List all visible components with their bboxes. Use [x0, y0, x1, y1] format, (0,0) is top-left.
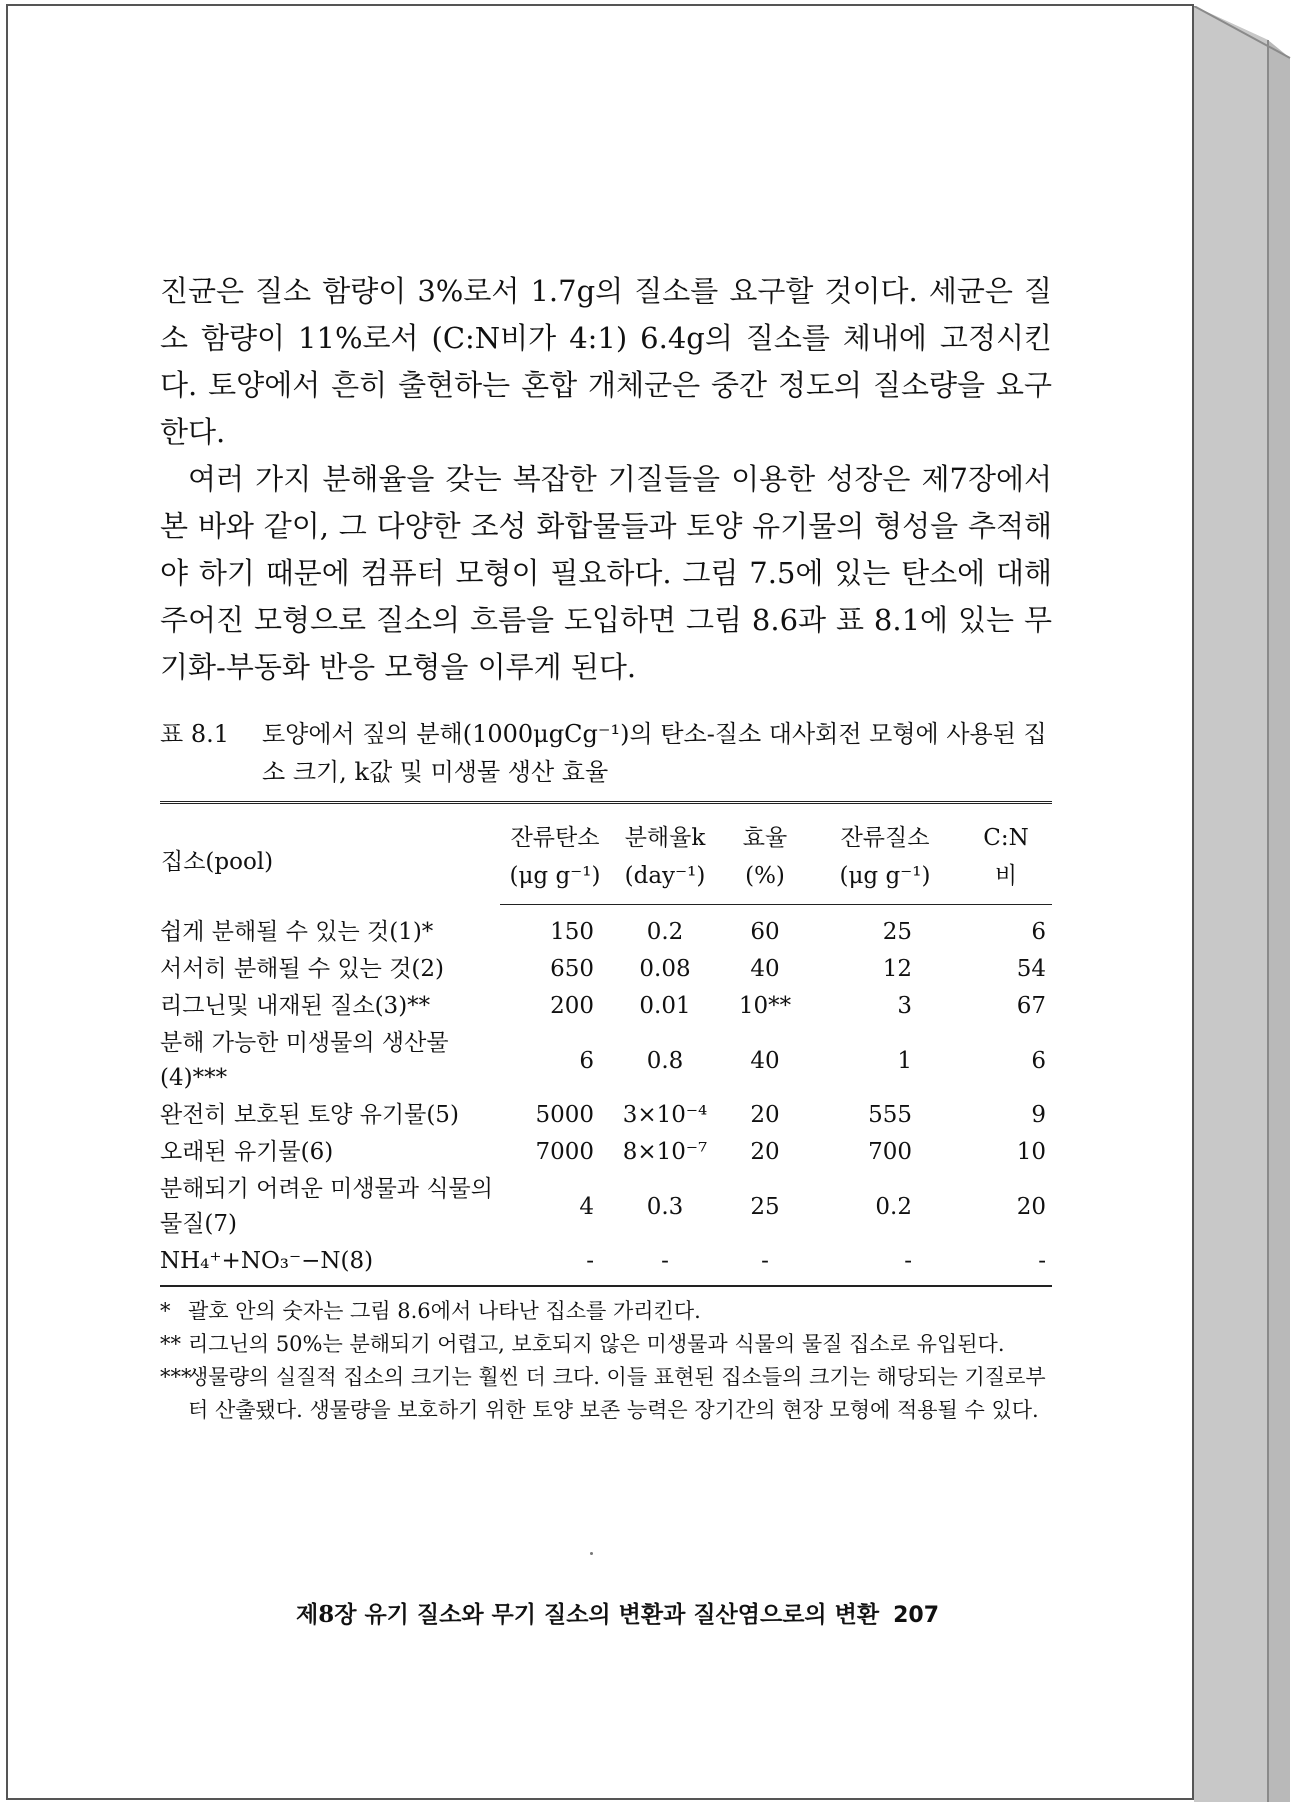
- table-row: [160, 951, 1052, 988]
- header-decay-rate-unit: (day⁻¹): [610, 857, 720, 905]
- cell-nitrogen: 3: [897, 993, 912, 1019]
- cell-cn: 67: [1016, 993, 1046, 1019]
- cell-carbon: -: [500, 1243, 610, 1286]
- cell-k: 0.8: [646, 1047, 684, 1074]
- header-cn-ratio: C:N: [960, 803, 1052, 858]
- table-caption: [160, 715, 1052, 791]
- cell-pool: 쉽게 분해될 수 있는 것(1)*: [160, 918, 434, 945]
- header-efficiency-unit: (%): [720, 857, 810, 905]
- header-carbon: 잔류탄소: [500, 803, 610, 858]
- header-cn-ratio-unit: 비: [960, 857, 1052, 905]
- cell-cn: -: [960, 1243, 1052, 1286]
- cell-k: 8×10⁻⁷: [622, 1139, 708, 1165]
- cell-k: -: [610, 1243, 720, 1286]
- cell-efficiency: 25: [750, 1193, 780, 1220]
- footnote-mark: *: [160, 1299, 171, 1323]
- header-nitrogen-unit: (μg g⁻¹): [810, 857, 960, 905]
- header-pool: 집소(pool): [160, 803, 500, 905]
- chapter-title: 제8장 유기 질소와 무기 질소의 변환과 질산염으로의 변환: [296, 1601, 880, 1628]
- cell-carbon: 650: [550, 956, 594, 982]
- cell-cn: 54: [1016, 956, 1046, 982]
- cell-k: 0.2: [646, 919, 684, 945]
- cell-pool: 완전히 보호된 토양 유기물(5): [160, 1102, 459, 1128]
- table-row: [160, 1243, 1052, 1286]
- header-carbon-unit: (μg g⁻¹): [500, 857, 610, 905]
- footnote-mark: ***: [160, 1365, 192, 1389]
- cell-pool: 분해 가능한 미생물의 생산물 (4)***: [160, 1030, 449, 1091]
- cell-cn: 10: [1016, 1139, 1046, 1165]
- cell-efficiency: 60: [750, 919, 780, 945]
- table-row: [160, 1134, 1052, 1171]
- cell-carbon: 7000: [535, 1139, 594, 1165]
- cell-efficiency: 20: [750, 1102, 780, 1128]
- cell-pool: 서서히 분해될 수 있는 것(2): [160, 956, 445, 982]
- cell-k: 0.3: [646, 1193, 684, 1220]
- cell-nitrogen: 0.2: [875, 1193, 912, 1220]
- page-number: 207: [893, 1603, 940, 1628]
- header-decay-rate: 분해율k: [610, 803, 720, 858]
- footnote: [160, 1328, 1052, 1361]
- cell-carbon: 6: [579, 1047, 594, 1074]
- cell-pool: 리그닌및 내재된 질소(3)**: [160, 993, 431, 1019]
- cell-carbon: 4: [579, 1193, 594, 1220]
- cell-nitrogen: -: [810, 1243, 960, 1286]
- table-number: 표 8.1: [160, 720, 229, 748]
- cell-k: 3×10⁻⁴: [622, 1102, 708, 1128]
- cell-cn: 9: [1031, 1102, 1046, 1128]
- cell-nitrogen: 1: [897, 1047, 912, 1074]
- cell-pool: NH₄⁺+NO₃⁻−N(8): [160, 1243, 500, 1286]
- footnote-text: 생물량의 실질적 집소의 크기는 훨씬 더 크다. 이들 표현된 집소들의 크기는 해당되는 기질로부터 산출됐다. 생물량을 보호하기 위한 토양 보존 능력은 장기간의 현장 모형에 적용될 수 있다.: [188, 1365, 1046, 1422]
- cell-efficiency: 20: [750, 1139, 780, 1165]
- cell-carbon: 200: [550, 993, 594, 1019]
- data-table: [160, 801, 1052, 1287]
- header-nitrogen: 잔류질소: [810, 803, 960, 858]
- paragraph-1: 진균은 질소 함량이 3%로서 1.7g의 질소를 요구할 것이다. 세균은 질소 함량이 11%로서 (C:N비가 4:1) 6.4g의 질소를 체내에 고정시킨다. 토양에서 흔히 출현하는 혼합 개체군은 중간 정도의 질소량을 요구한다.: [160, 274, 1052, 449]
- table-footnotes: [160, 1295, 1052, 1427]
- cell-pool: 오래된 유기물(6): [160, 1139, 334, 1165]
- cell-k: 0.01: [639, 993, 691, 1019]
- table-row: [160, 988, 1052, 1025]
- page-content: [160, 268, 1052, 1427]
- running-footer: [296, 1596, 939, 1629]
- footnote-text: 괄호 안의 숫자는 그림 8.6에서 나타난 집소를 가리킨다.: [188, 1299, 701, 1323]
- cell-efficiency: -: [720, 1243, 810, 1286]
- table-row: [160, 1025, 1052, 1097]
- table-row: [160, 905, 1052, 952]
- cell-cn: 6: [1031, 1047, 1046, 1074]
- cell-nitrogen: 12: [882, 956, 912, 982]
- cell-carbon: 150: [550, 919, 594, 945]
- footnote-mark: **: [160, 1332, 181, 1356]
- footnote: [160, 1295, 1052, 1328]
- cell-pool: 분해되기 어려운 미생물과 식물의 물질(7): [160, 1176, 493, 1237]
- cell-k: 0.08: [639, 956, 691, 982]
- header-efficiency: 효율: [720, 803, 810, 858]
- cell-efficiency: 10**: [738, 993, 792, 1019]
- table-caption-text: 토양에서 짚의 분해(1000μgCg⁻¹)의 탄소-질소 대사회전 모형에 사용된 집소 크기, k값 및 미생물 생산 효율: [262, 720, 1047, 786]
- table-row: [160, 1171, 1052, 1243]
- cell-efficiency: 40: [750, 1047, 780, 1074]
- book-page-edge: [1194, 6, 1294, 1802]
- cell-cn: 6: [1031, 919, 1046, 945]
- footnote: [160, 1361, 1052, 1427]
- cell-cn: 20: [1016, 1193, 1046, 1220]
- paragraph-2: 여러 가지 분해율을 갖는 복잡한 기질들을 이용한 성장은 제7장에서 본 바와 같이, 그 다양한 조성 화합물들과 토양 유기물의 형성을 추적해야 하기 때문에 컴퓨터 모형이 필요하다. 그림 7.5에 있는 탄소에 대해 주어진 모형으로 질소의 흐름을 도입하면 그림 8.6과 표 8.1에 있는 무기화-부동화 반응 모형을 이루게 된다.: [160, 462, 1052, 684]
- print-speck: [590, 1552, 593, 1555]
- table-header-row: [160, 803, 1052, 858]
- footnote-text: 리그닌의 50%는 분해되기 어렵고, 보호되지 않은 미생물과 식물의 물질 집소로 유입된다.: [188, 1332, 1005, 1356]
- cell-nitrogen: 555: [868, 1102, 912, 1128]
- cell-nitrogen: 25: [882, 919, 912, 945]
- cell-carbon: 5000: [535, 1102, 594, 1128]
- table-row: [160, 1097, 1052, 1134]
- cell-nitrogen: 700: [868, 1139, 912, 1165]
- cell-efficiency: 40: [750, 956, 780, 982]
- body-text: [160, 268, 1052, 691]
